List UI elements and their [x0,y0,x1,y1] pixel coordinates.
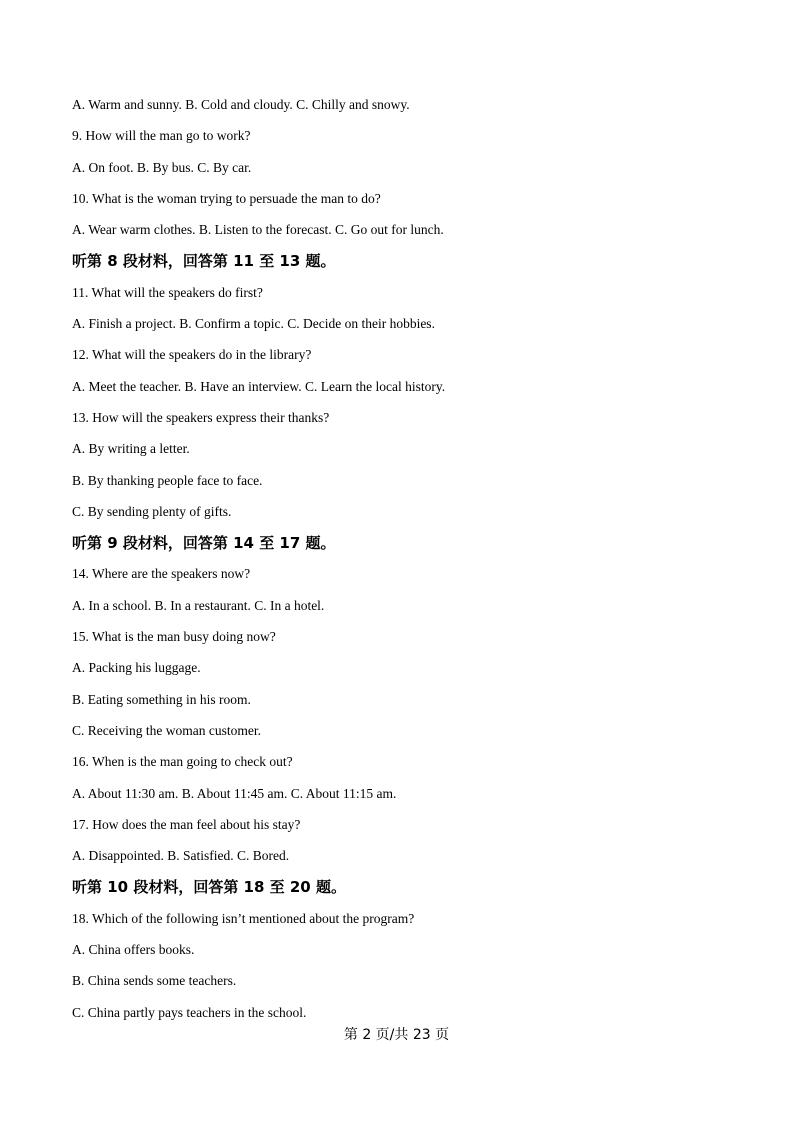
answer-options-q12: A. Meet the teacher. B. Have an interview. C. Learn the local history. [72,378,446,394]
question-18: 18. Which of the following isn’t mentioned about the program? [72,910,415,926]
answer-option-q18-b: B. China sends some teachers. [72,973,237,989]
answer-option-q18-a: A. China offers books. [72,942,195,958]
answer-option-q13-a: A. By writing a letter. [72,441,190,457]
section-heading-passage-10: 听第 10 段材料，回答第 18 至 20 题。 [72,878,346,897]
question-17: 17. How does the man feel about his stay? [72,816,301,832]
section-heading-passage-8: 听第 8 段材料，回答第 11 至 13 题。 [72,252,336,271]
question-10: 10. What is the woman trying to persuade the man to do? [72,190,381,206]
answer-option-q15-b: B. Eating something in his room. [72,691,251,707]
answer-option-q13-c: C. By sending plenty of gifts. [72,503,232,519]
question-9: 9. How will the man go to work? [72,128,251,144]
question-16: 16. When is the man going to check out? [72,754,293,770]
answer-option-q18-c: C. China partly pays teachers in the school. [72,1004,307,1020]
answer-option-q15-a: A. Packing his luggage. [72,660,201,676]
answer-options-q14: A. In a school. B. In a restaurant. C. In a hotel. [72,597,325,613]
answer-options-q8: A. Warm and sunny. B. Cold and cloudy. C. Chilly and snowy. [72,97,410,112]
question-15: 15. What is the man busy doing now? [72,629,276,645]
answer-option-q13-b: B. By thanking people face to face. [72,472,263,488]
document-body [72,94,732,1033]
answer-options-q9: A. On foot. B. By bus. C. By car. [72,159,252,175]
question-11: 11. What will the speakers do first? [72,284,263,300]
answer-options-q16: A. About 11:30 am. B. About 11:45 am. C. About 11:15 am. [72,785,397,801]
answer-options-q10: A. Wear warm clothes. B. Listen to the forecast. C. Go out for lunch. [72,222,444,238]
page-number-footer: 第 2 页/共 23 页 [343,1027,450,1043]
question-14: 14. Where are the speakers now? [72,566,251,582]
answer-options-q11: A. Finish a project. B. Confirm a topic. C. Decide on their hobbies. [72,316,435,332]
section-heading-passage-9: 听第 9 段材料，回答第 14 至 17 题。 [72,534,336,553]
answer-options-q17: A. Disappointed. B. Satisfied. C. Bored. [72,848,290,864]
question-12: 12. What will the speakers do in the library? [72,347,312,363]
answer-option-q15-c: C. Receiving the woman customer. [72,722,261,738]
question-13: 13. How will the speakers express their thanks? [72,409,330,425]
